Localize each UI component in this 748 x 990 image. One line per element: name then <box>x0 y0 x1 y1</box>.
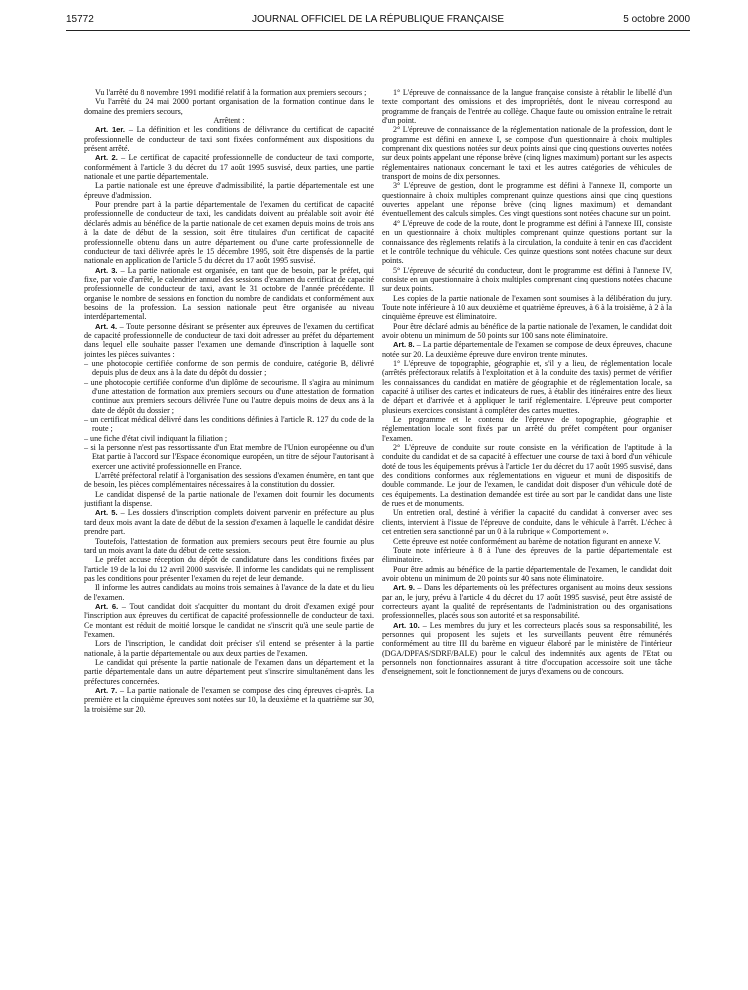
paragraph <box>382 88 672 125</box>
paragraph-text: 3° L'épreuve de gestion, dont le programme est défini à l'annexe II, comporte un questionnaire à choix multiples comprenant quinze questions ainsi que cinq questions ouvertes appelant une réponse brève (cinq lignes maximum) et demandant éventuellement des calculs simples. Ces vingt questions sont notées chacune sur un point. <box>382 181 672 219</box>
article-label: Art. 3. <box>95 265 118 275</box>
paragraph <box>382 537 672 546</box>
publication-date: 5 octobre 2000 <box>623 14 690 25</box>
article-paragraph <box>84 602 374 639</box>
paragraph-text: Pour être déclaré admis au bénéfice de la partie nationale de l'examen, le candidat doit avoir obtenu un minimum de 50 points sur 100 sans note éliminatoire. <box>382 321 672 340</box>
paragraph <box>382 565 672 584</box>
paragraph-text: Cette épreuve est notée conformément au barème de notation figurant en annexe V. <box>393 536 661 546</box>
paragraph-text: si la personne n'est pas ressortissante d'un Etat membre de l'Union européenne ou d'un Etat partie à l'accord sur l'Espace économique européen, un titre de séjour l'autorisant à exercer une activité professionnelle en France. <box>90 443 374 471</box>
paragraph-text: – Les membres du jury et les correcteurs placés sous sa responsabilité, les personnes qui proposent les sujets et les surveillants peuvent être rémunérés conformément au titre III du barème en vigueur élaboré par le ministère de l'intérieur (DGA/DPFAS/SDRF/BALE) pour le calcul des indemnités aux agents de l'Etat ou personnels non fonctionnaires assurant à titre d'occupation accessoire soit une tâche d'enseignement, soit le fonctionnement de jurys d'examens ou de concours. <box>382 620 672 677</box>
paragraph <box>382 546 672 565</box>
list-item <box>84 415 374 434</box>
paragraph <box>84 200 374 265</box>
paragraph-text: Vu l'arrêté du 8 novembre 1991 modifié relatif à la formation aux premiers secours ; <box>95 88 367 97</box>
paragraph <box>84 88 374 97</box>
paragraph-text: 5° L'épreuve de sécurité du conducteur, dont le programme est défini à l'annexe IV, consiste en un questionnaire à choix multiples comprenant cinq questions notées chacune sur deux points. <box>382 265 672 294</box>
article-label: Art. 1er. <box>95 125 126 135</box>
paragraph-text: Le préfet accuse réception du dépôt de candidature dans les conditions fixées par l'article 19 de la loi du 12 avril 2000 susvisée. Il informe les candidats qui ne remplissent pas les conditions pour présenter l'examen du rejet de leur demande. <box>84 555 374 583</box>
article-paragraph <box>84 153 374 181</box>
paragraph <box>382 294 672 322</box>
article-paragraph <box>84 686 374 714</box>
paragraph-text: Arrêtent : <box>213 116 245 126</box>
paragraph <box>382 415 672 443</box>
list-item <box>84 434 374 443</box>
paragraph <box>84 471 374 490</box>
paragraph <box>382 181 672 218</box>
paragraph-text: – Dans les départements où les préfectures organisent au moins deux sessions par an, le jury, prévu à l'article 4 du décret du 17 août 1995 susvisé, peut être assisté de correcteurs ayant la qualité de représentants de l'administration ou des organisations professionnelles, placés sous son autorité et sa responsabilité. <box>382 583 672 621</box>
paragraph <box>382 322 672 341</box>
paragraph-text: – La partie nationale de l'examen se compose des cinq épreuves ci-après. La première et la cinquième épreuves sont notées sur 10, la deuxième et la quatrième sur 30, la troisième sur 20. <box>84 686 374 714</box>
article-paragraph <box>84 322 374 359</box>
article-paragraph <box>382 340 672 359</box>
paragraph-text: – Toute personne désirant se présenter aux épreuves de l'examen du certificat de capacité professionnelle de conducteur de taxi doit adresser au préfet du département dans lequel elle souhaite passer l'examen une demande d'inscription à laquelle sont jointes les pièces suivantes : <box>84 321 374 359</box>
paragraph-text: – La partie départementale de l'examen se compose de deux épreuves, chacune notée sur 20. La deuxième épreuve dure environ trente minutes. <box>382 340 672 359</box>
paragraph-text: 1° L'épreuve de topographie, géographie et, s'il y a lieu, de réglementation locale (arrêtés préfectoraux relatifs à l'exploitation et à la conduite des taxis) permet de vérifier les connaissances du candidat en matière de géographie et de réglementation locale, sa capacité à utiliser des cartes et indicateurs de rues, à établir des itinéraires entre des lieux de départ et d'arrivée et à appliquer le tarif réglementaire. L'épreuve peut comporter plusieurs exercices consistant à compléter des cartes muettes. <box>382 358 672 415</box>
paragraph-text: – Les dossiers d'inscription complets doivent parvenir en préfecture au plus tard deux mois avant la date de début de la session d'examen à laquelle le candidat désire prendre part. <box>84 508 374 537</box>
list-item <box>84 359 374 378</box>
paragraph <box>382 219 672 266</box>
paragraph <box>382 125 672 181</box>
journal-title: JOURNAL OFFICIEL DE LA RÉPUBLIQUE FRANÇAISE <box>251 14 505 25</box>
paragraph <box>84 658 374 686</box>
paragraph-text: – La définition et les conditions de délivrance du certificat de capacité professionnelle de conducteur de taxi sont fixées conformément aux dispositions du présent arrêté. <box>84 125 374 154</box>
paragraph-text: Pour prendre part à la partie départementale de l'examen du certificat de capacité professionnelle de conducteur de taxi, les candidats doivent au préalable soit avoir été déclarés admis au bénéfice de la partie nationale de cet examen depuis moins de trois ans à la date de début de la session, soit être titulaires d'un certificat de capacité professionnelle obtenu dans un autre département ou d'une carte professionnelle de conducteur de taxi délivrée après le 15 décembre 1995, soit être dispensés de la partie nationale en application de l'article 5 du décret du 17 août 1995 susvisé. <box>84 200 374 266</box>
decree-heading <box>84 116 374 125</box>
paragraph-text: Le programme et le contenu de l'épreuve de topographie, géographie et réglementation locale sont fixés par un arrêté du préfet compétent pour organiser l'examen. <box>382 415 672 443</box>
right-column <box>382 88 672 980</box>
article-label: Art. 5. <box>95 508 118 518</box>
paragraph <box>382 266 672 294</box>
paragraph <box>382 443 672 508</box>
paragraph <box>84 583 374 602</box>
paragraph-text: Pour être admis au bénéfice de la partie départementale de l'examen, le candidat doit avoir obtenu un minimum de 20 points sur 40 sans note éliminatoire. <box>382 564 672 583</box>
paragraph-text: – La partie nationale est organisée, en tant que de besoin, par le préfet, qui fixe, par voie d'arrêté, le calendrier annuel des sessions d'examen du certificat de capacité professionnelle de conducteur de taxi, avant le 31 octobre de l'année précédente. Il organise le nombre de sessions en fonction du nombre de candidats et conformément aux besoins de la profession. La session nationale peut être organisée au niveau interdépartemental. <box>84 265 374 322</box>
paragraph-text: L'arrêté préfectoral relatif à l'organisation des sessions d'examen énumère, en tant que de besoin, les pièces complémentaires nécessaires à la constitution du dossier. <box>84 471 374 490</box>
paragraph <box>84 639 374 658</box>
paragraph <box>84 181 374 200</box>
article-label: Art. 8. <box>393 340 415 350</box>
article-paragraph <box>84 508 374 536</box>
paragraph-text: 4° L'épreuve de code de la route, dont le programme est défini à l'annexe III, consiste en un questionnaire à choix multiples comprenant quinze questions portant sur la connaissance des règlements relatifs à la circulation, la conduite à tenir en cas d'accident et le contrôle technique du véhicule. Ces quinze questions sont notées chacune sur deux points. <box>382 218 672 266</box>
paragraph-text: Les copies de la partie nationale de l'examen sont soumises à la délibération du jury. Toute note inférieure à 10 aux deuxième et quatrième épreuves, à 6 à la troisième, à 2 à la cinquième épreuve est éliminatoire. <box>382 293 672 322</box>
paragraph <box>84 490 374 509</box>
article-label: Art. 6. <box>95 601 119 611</box>
paragraph-text: La partie nationale est une épreuve d'admissibilité, la partie départementale est une épreuve d'admission. <box>84 181 374 200</box>
paragraph-text: 2° L'épreuve de connaissance de la réglementation nationale de la profession, dont le programme est défini en annexe I, se compose d'un questionnaire à choix multiples comprenant dix questions notées sur deux points ainsi que cinq questions ouvertes notées sur deux points appelant une réponse brève (cinq lignes maximum) portant sur les aspects réglementaires nationaux concernant le taxi et les autres catégories de véhicules de transport de moins de dix personnes. <box>382 125 672 182</box>
paragraph <box>84 555 374 583</box>
article-label: Art. 9. <box>393 583 415 593</box>
header-rule <box>66 30 690 31</box>
paragraph-text: – Le certificat de capacité professionnelle de conducteur de taxi comporte, conformément à l'article 3 du décret du 17 août 1995 susvisé, deux parties, une partie nationale et une partie départementale. <box>84 153 374 182</box>
article-label: Art. 4. <box>95 321 118 331</box>
paragraph <box>382 508 672 536</box>
article-paragraph <box>382 583 672 620</box>
paragraph-text: Un entretien oral, destiné à vérifier la capacité du candidat à converser avec ses clients, intervient à l'issue de l'épreuve de conduite, dans le véhicule à l'arrêt. L'échec à cet entretien sera sanctionné par un 0 à la rubrique « Comportement ». <box>382 508 672 537</box>
paragraph-text: une fiche d'état civil indiquant la filiation ; <box>90 433 228 443</box>
left-column <box>84 88 374 980</box>
list-item <box>84 443 374 471</box>
article-label: Art. 7. <box>95 686 118 695</box>
paragraph-text: Lors de l'inscription, le candidat doit préciser s'il entend se présenter à la partie nationale, à la partie départementale ou aux deux parties de l'examen. <box>84 639 374 658</box>
article-paragraph <box>84 266 374 322</box>
paragraph-text: 2° L'épreuve de conduite sur route consiste en la vérification de l'aptitude à la conduite du candidat et de sa capacité à effectuer une course de taxi à bord d'un véhicule doté de tous les équipements prévus à l'article 1er du décret du 17 août 1995 susvisé, dans des conditions conformes aux réglementations en vigueur et muni de dispositifs de double commande. Le jour de l'examen, le candidat doit disposer d'un véhicule doté de ces équipements. La destination demandée est tirée au sort par le candidat dans une liste de rues et de monuments. <box>382 443 672 509</box>
page-number: 15772 <box>66 14 94 25</box>
paragraph-text: – Tout candidat doit s'acquitter du montant du droit d'examen exigé pour l'inscription aux épreuves du certificat de capacité professionnelle de conducteur de taxi. Ce montant est réduit de moitié lorsque le candidat ne s'inscrit qu'à une seule partie de l'examen. <box>84 601 374 639</box>
article-label: Art. 10. <box>393 620 420 630</box>
paragraph-text: Le candidat dispensé de la partie nationale de l'examen doit fournir les documents justifiant la dispense. <box>84 489 374 509</box>
paragraph-text: un certificat médical délivré dans les conditions définies à l'article R. 127 du code de la route ; <box>90 415 374 434</box>
paragraph-text: une photocopie certifiée conforme d'un diplôme de secourisme. Il s'agira au minimum d'une attestation de formation aux premiers secours ou d'une attestation de formation continue aux premiers secours délivrée l'une ou l'autre depuis moins de deux ans à la date de dépôt du dossier ; <box>90 377 374 415</box>
paragraph-text: 1° L'épreuve de connaissance de la langue française consiste à rétablir le libellé d'un texte comportant des omissions et des impropriétés, dont le niveau correspond au programme de français de l'entrée au collège. Chaque faute ou omission entraîne le retrait d'un point. <box>382 88 672 126</box>
paragraph-text: Toute note inférieure à 8 à l'une des épreuves de la partie départementale est éliminatoire. <box>382 545 672 565</box>
page-header <box>66 12 690 28</box>
paragraph-text: Vu l'arrêté du 24 mai 2000 portant organisation de la formation continue dans le domaine des premiers secours, <box>84 97 374 116</box>
paragraph-text: Le candidat qui présente la partie nationale de l'examen dans un département et la partie départementale dans un autre département peut s'inscrire simultanément dans les préfectures concernées. <box>84 657 374 686</box>
article-label: Art. 2. <box>95 153 118 163</box>
list-item <box>84 378 374 415</box>
article-paragraph <box>382 621 672 677</box>
paragraph-text: Toutefois, l'attestation de formation aux premiers secours peut être fournie au plus tard un mois avant la date du début de cette session. <box>84 536 374 555</box>
paragraph <box>84 537 374 556</box>
paragraph-text: une photocopie certifiée conforme de son permis de conduire, catégorie B, délivré depuis plus de deux ans à la date du dépôt du dossier ; <box>91 358 374 378</box>
paragraph-text: Il informe les autres candidats au moins trois semaines à l'avance de la date et du lieu de l'examen. <box>84 583 374 602</box>
paragraph <box>84 97 374 116</box>
article-paragraph <box>84 125 374 153</box>
paragraph <box>382 359 672 415</box>
